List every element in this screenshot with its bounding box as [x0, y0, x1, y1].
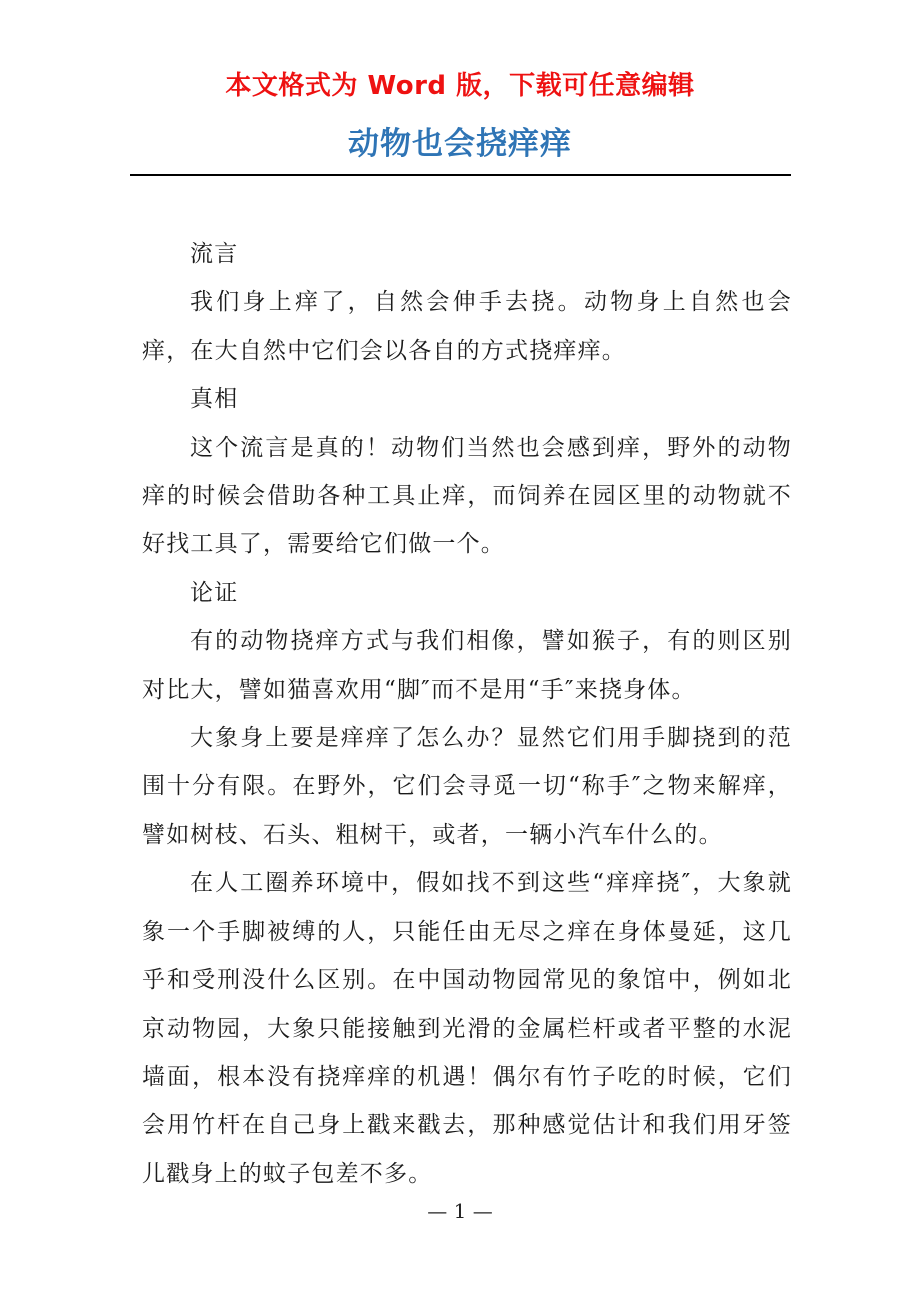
document-body [142, 230, 792, 1198]
paragraph: 我们身上痒了，自然会伸手去挠。动物身上自然也会痒，在大自然中它们会以各自的方式挠痒痒。 [142, 289, 792, 364]
paragraph: 有的动物挠痒方式与我们相像，譬如猴子，有的则区别对比大，譬如猫喜欢用“脚″而不是用“手″来挠身体。 [142, 628, 792, 703]
section-heading-truth: 真相 [190, 386, 239, 413]
paragraph: 这个流言是真的！动物们当然也会感到痒，野外的动物痒的时候会借助各种工具止痒，而饲养在园区里的动物就不好找工具了，需要给它们做一个。 [142, 434, 792, 558]
paragraph: 大象身上要是痒痒了怎么办？显然它们用手脚挠到的范围十分有限。在野外，它们会寻觅一切“称手″之物来解痒，譬如树枝、石头、粗树干，或者，一辆小汽车什么的。 [142, 725, 792, 848]
title-divider [130, 174, 791, 176]
format-notice-banner: 本文格式为 Word 版，下载可任意编辑 [225, 71, 695, 101]
section-heading-argument: 论证 [190, 579, 239, 606]
document-title: 动物也会挠痒痒 [348, 126, 572, 162]
paragraph: 在人工圈养环境中，假如找不到这些“痒痒挠″，大象就象一个手脚被缚的人，只能任由无尽之痒在身体曼延，这几乎和受刑没什么区别。在中国动物园常见的象馆中，例如北京动物园，大象只能接触到光滑的金属栏杆或者平整的水泥墙面，根本没有挠痒痒的机遇！偶尔有竹子吃的时候，它们会用竹杆在自己身上戳来戳去，那种感觉估计和我们用牙签儿戳身上的蚊子包差不多。 [142, 870, 792, 1187]
section-heading-rumor: 流言 [190, 241, 239, 267]
page-number: — 1 — [427, 1199, 493, 1223]
